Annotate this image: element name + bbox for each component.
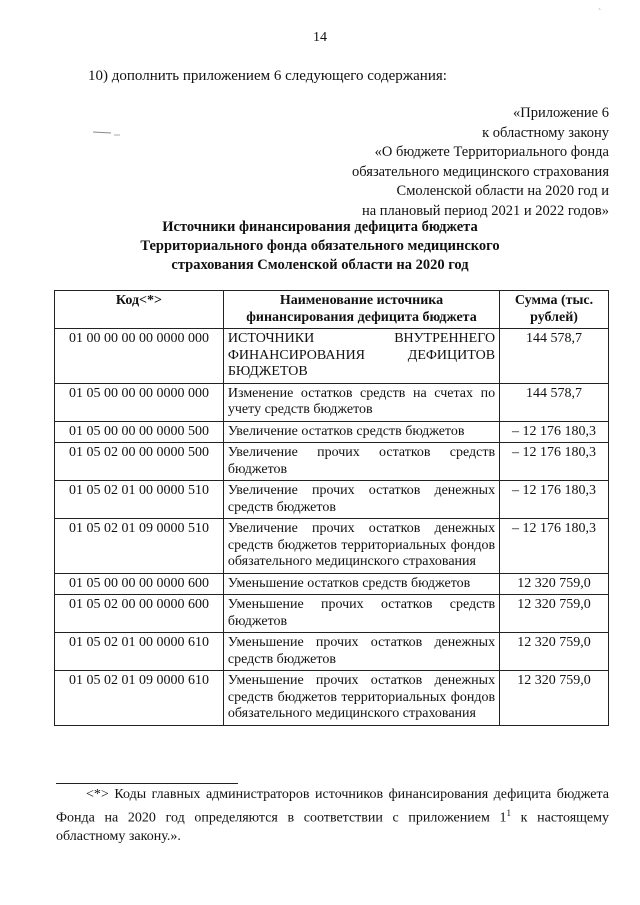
cell-sum: – 12 176 180,3 bbox=[500, 519, 609, 574]
cell-sum: 12 320 759,0 bbox=[500, 573, 609, 595]
title-line: страхования Смоленской области на 2020 год bbox=[171, 257, 469, 273]
cell-code: 01 05 02 00 00 0000 500 bbox=[55, 443, 224, 481]
table-row bbox=[55, 329, 609, 384]
appendix-line: к областному закону bbox=[482, 124, 609, 141]
cell-name: Уменьшение прочих остатков средств бюджетов bbox=[223, 595, 499, 633]
appendix-heading bbox=[352, 104, 609, 221]
cell-code: 01 05 02 00 00 0000 600 bbox=[55, 595, 224, 633]
appendix-line: «О бюджете Территориального фонда bbox=[374, 144, 609, 160]
handwritten-dash-mark bbox=[93, 130, 121, 136]
cell-name: Уменьшение прочих остатков денежных средств бюджетов территориальных фондов обязательного медицинского страхования bbox=[223, 671, 499, 726]
table-row bbox=[55, 573, 609, 595]
table-row bbox=[55, 383, 609, 421]
cell-code: 01 05 00 00 00 0000 000 bbox=[55, 383, 224, 421]
appendix-line: обязательного медицинского страхования bbox=[352, 163, 609, 180]
footnote bbox=[56, 786, 609, 846]
cell-name: Изменение остатков средств на счетах по учету средств бюджетов bbox=[223, 383, 499, 421]
footnote-separator bbox=[56, 783, 238, 784]
cell-code: 01 05 00 00 00 0000 500 bbox=[55, 421, 224, 443]
footnote-text: <*> Коды главных администраторов источников финансирования дефицита бюджета Фонда на 2020 год определяются в соответствии с приложением 1 bbox=[56, 787, 609, 826]
cell-name: ИСТОЧНИКИ ВНУТРЕННЕГО ФИНАНСИРОВАНИЯ ДЕФИЦИТОВ БЮДЖЕТОВ bbox=[223, 329, 499, 384]
cell-code: 01 00 00 00 00 0000 000 bbox=[55, 329, 224, 384]
table-row bbox=[55, 421, 609, 443]
scan-speck: ` bbox=[598, 8, 602, 19]
cell-code: 01 05 02 01 00 0000 510 bbox=[55, 481, 224, 519]
table-row bbox=[55, 519, 609, 574]
cell-sum: 12 320 759,0 bbox=[500, 633, 609, 671]
title-line: Источники финансирования дефицита бюджета bbox=[162, 219, 478, 235]
cell-sum: – 12 176 180,3 bbox=[500, 443, 609, 481]
cell-sum: 144 578,7 bbox=[500, 329, 609, 384]
title-line: Территориального фонда обязательного медицинского bbox=[140, 238, 500, 254]
cell-name: Увеличение прочих остатков денежных средств бюджетов bbox=[223, 481, 499, 519]
table-row bbox=[55, 481, 609, 519]
footnote-superscript: 1 bbox=[506, 808, 511, 818]
cell-name: Увеличение прочих остатков денежных средств бюджетов территориальных фондов обязательного медицинского страхования bbox=[223, 519, 499, 574]
cell-sum: 144 578,7 bbox=[500, 383, 609, 421]
table-header-row bbox=[55, 291, 609, 329]
cell-code: 01 05 00 00 00 0000 600 bbox=[55, 573, 224, 595]
appendix-line: Смоленской области на 2020 год и bbox=[396, 183, 609, 199]
cell-sum: – 12 176 180,3 bbox=[500, 421, 609, 443]
header-code: Код<*> bbox=[55, 291, 224, 329]
intro-paragraph: 10) дополнить приложением 6 следующего содержания: bbox=[88, 68, 447, 84]
cell-code: 01 05 02 01 00 0000 610 bbox=[55, 633, 224, 671]
cell-code: 01 05 02 01 09 0000 610 bbox=[55, 671, 224, 726]
footnote-text-end: к настоящему областному закону.». bbox=[56, 810, 609, 844]
cell-sum: – 12 176 180,3 bbox=[500, 481, 609, 519]
financing-sources-table bbox=[54, 290, 609, 726]
table-row bbox=[55, 595, 609, 633]
table-row bbox=[55, 443, 609, 481]
table-row bbox=[55, 633, 609, 671]
header-sum: Сумма (тыс. рублей) bbox=[500, 291, 609, 329]
table-row bbox=[55, 671, 609, 726]
cell-code: 01 05 02 01 09 0000 510 bbox=[55, 519, 224, 574]
cell-name: Увеличение остатков средств бюджетов bbox=[223, 421, 499, 443]
page-number: 14 bbox=[313, 30, 327, 45]
cell-name: Увеличение прочих остатков средств бюджетов bbox=[223, 443, 499, 481]
cell-name: Уменьшение остатков средств бюджетов bbox=[223, 573, 499, 595]
cell-name: Уменьшение прочих остатков денежных средств бюджетов bbox=[223, 633, 499, 671]
appendix-line: «Приложение 6 bbox=[513, 105, 609, 121]
appendix-line: на плановый период 2021 и 2022 годов» bbox=[361, 202, 609, 219]
cell-sum: 12 320 759,0 bbox=[500, 595, 609, 633]
document-title bbox=[0, 218, 640, 275]
header-name: Наименование источника финансирования дефицита бюджета bbox=[223, 291, 499, 329]
cell-sum: 12 320 759,0 bbox=[500, 671, 609, 726]
